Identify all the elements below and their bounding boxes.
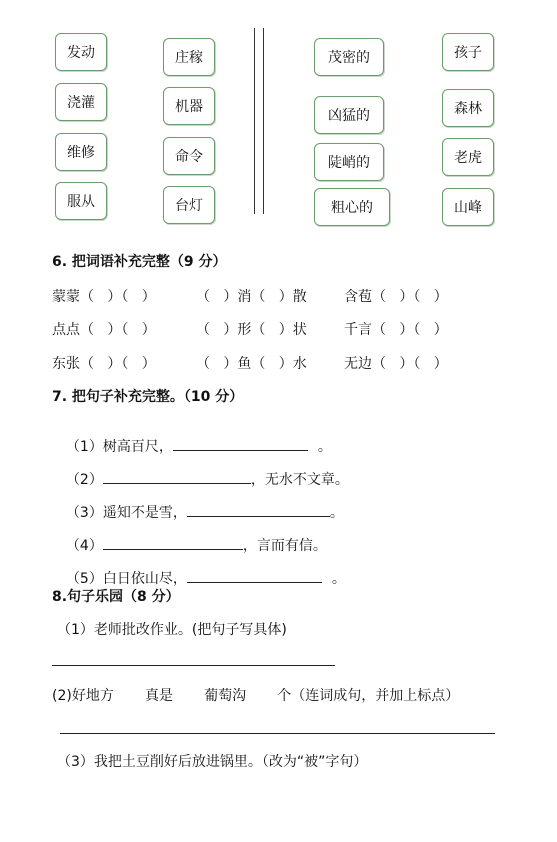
word-box: 命令	[163, 137, 215, 175]
word-box: 粗心的	[314, 188, 390, 226]
answer-blank[interactable]	[103, 469, 251, 484]
sentence-text: （5）白日依山尽，	[65, 571, 187, 587]
answer-blank[interactable]	[187, 502, 330, 517]
sentence-text: （2）	[65, 472, 103, 488]
sentence-text: 。	[317, 439, 332, 455]
word-box: 森林	[442, 89, 494, 127]
word-box: 老虎	[442, 138, 494, 176]
answer-blank[interactable]	[103, 535, 243, 550]
word-box: 发动	[55, 33, 107, 71]
word-box: 维修	[55, 133, 107, 171]
sentence-text: ，无水不文章。	[250, 472, 349, 488]
q6-item: 东张（ ）（ ）	[52, 356, 156, 372]
word-box: 机器	[163, 87, 215, 125]
q8-prompt-3: （3）我把土豆削好后放进锅里。（改为“被”字句）	[57, 754, 368, 770]
q8-prompt-1: （1）老师批改作业。(把句子写具体)	[57, 622, 287, 638]
sentence-text: 。	[329, 505, 344, 521]
sentence-text: （1）树高百尺，	[65, 439, 173, 455]
q6-item: （ ）形（ ）状	[196, 322, 307, 338]
q7-sentence-4	[57, 519, 327, 555]
divider-line	[263, 28, 264, 214]
word-box: 浇灌	[55, 83, 107, 121]
q7-sentence-5	[57, 552, 346, 588]
word-box: 凶猛的	[314, 96, 384, 134]
q7-sentence-2	[57, 453, 349, 489]
q6-item: 含苞（ ）（ ）	[344, 289, 448, 305]
word-box: 台灯	[163, 186, 215, 224]
q6-item: 点点（ ）（ ）	[52, 322, 156, 338]
q6-item: （ ）消（ ）散	[196, 289, 307, 305]
sentence-text: 。	[331, 571, 346, 587]
word-box: 庄稼	[163, 38, 215, 76]
answer-blank[interactable]	[187, 568, 322, 583]
q6-item: 无边（ ）（ ）	[344, 356, 448, 372]
q6-item: （ ）鱼（ ）水	[196, 356, 307, 372]
q7-sentence-3	[57, 486, 344, 522]
word-box: 服从	[55, 182, 107, 220]
q7-title: 7. 把句子补充完整。（10 分）	[52, 389, 244, 405]
sentence-text: （4）	[65, 538, 103, 554]
q8-title: 8.句子乐园（8 分）	[52, 589, 180, 605]
word-box: 茂密的	[314, 38, 384, 76]
q7-sentence-1	[57, 420, 332, 456]
q6-title: 6. 把词语补充完整（9 分）	[52, 254, 227, 270]
word-box: 孩子	[442, 33, 494, 71]
sentence-text: （3）遥知不是雪，	[65, 505, 187, 521]
word-box: 陡峭的	[314, 143, 384, 181]
q8-prompt-2: (2)好地方 真是 葡萄沟 个（连词成句，并加上标点）	[52, 688, 460, 704]
word-box: 山峰	[442, 188, 494, 226]
q6-item: 蒙蒙（ ）（ ）	[52, 289, 156, 305]
divider-line	[254, 28, 255, 214]
sentence-text: ，言而有信。	[242, 538, 327, 554]
answer-blank[interactable]	[173, 436, 308, 451]
answer-line[interactable]	[52, 665, 335, 666]
q6-item: 千言（ ）（ ）	[344, 322, 448, 338]
answer-line[interactable]	[60, 733, 495, 734]
